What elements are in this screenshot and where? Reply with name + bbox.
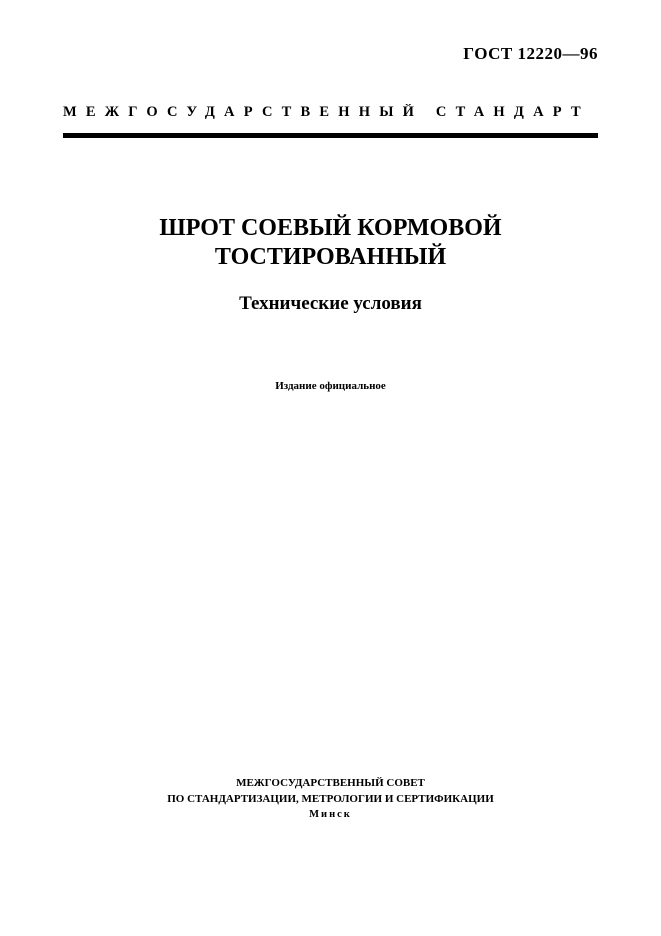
publisher-line-1: МЕЖГОСУДАРСТВЕННЫЙ СОВЕТ (236, 777, 425, 789)
title-line-2: ТОСТИРОВАННЫЙ (214, 244, 447, 270)
edition-note: Издание официальное (275, 380, 386, 392)
gost-number: ГОСТ 12220—96 (463, 44, 598, 63)
standard-type-heading: МЕЖГОСУДАРСТВЕННЫЙ СТАНДАРТ (63, 104, 590, 120)
document-title (0, 214, 661, 272)
publisher-block (0, 776, 661, 823)
document-subtitle: Технические условия (239, 293, 422, 314)
publisher-city: Минск (309, 809, 352, 820)
title-line-1: ШРОТ СОЕВЫЙ КОРМОВОЙ (159, 215, 502, 241)
publisher-line-2: ПО СТАНДАРТИЗАЦИИ, МЕТРОЛОГИИ И СЕРТИФИКАЦИИ (167, 792, 494, 805)
horizontal-rule (63, 133, 598, 138)
